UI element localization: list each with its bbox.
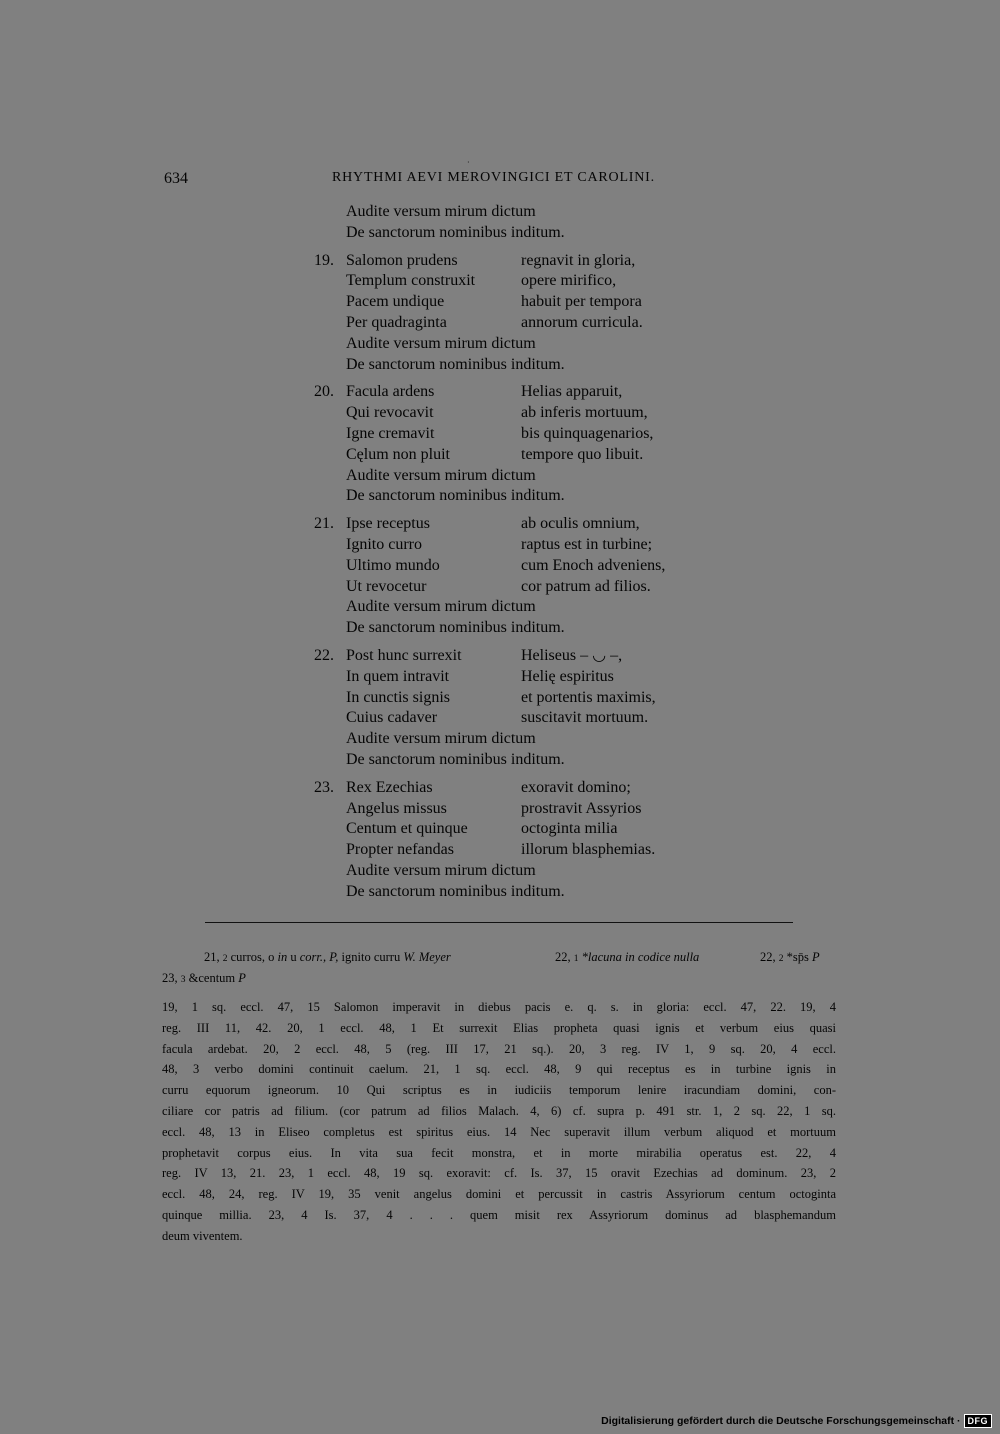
verse-line: [0, 313, 1000, 334]
apparatus-note-23-3: 23, 3 &centum P: [162, 970, 246, 985]
verse-second-half: annorum curricula.: [521, 313, 643, 331]
verse-first-half: Audite versum mirum dictum: [346, 466, 536, 484]
verse-line: [0, 729, 1000, 750]
verse-first-half: Centum et quinque: [346, 820, 468, 838]
verse-first-half: Angelus missus: [346, 799, 447, 817]
verse-second-half: opere mirifico,: [521, 272, 617, 290]
verse-second-half: Heliseus – ◡ –,: [521, 646, 623, 664]
verse-line: [0, 577, 1000, 598]
verse-line: [0, 688, 1000, 709]
commentary-line: reg. IV 13, 21. 23, 1 eccl. 48, 19 sq. exoravit: cf. Is. 37, 15 oravit Ezechias ad dominum. 23, 2: [162, 1166, 836, 1181]
verse-first-half: De sanctorum nominibus inditum.: [346, 882, 565, 900]
stanza-number: 19.: [314, 251, 334, 269]
verse-second-half: Helias apparuit,: [521, 383, 623, 401]
stanza-number: 22.: [314, 646, 334, 664]
verse-first-half: Igne cremavit: [346, 424, 435, 442]
verse-line: [0, 882, 1000, 903]
stanza-number: 20.: [314, 383, 334, 401]
commentary-line: prophetavit corpus eius. In vita sua fecit monstra, et in morte mirabilia operatus est. 22, 4: [162, 1145, 836, 1160]
verse-first-half: De sanctorum nominibus inditum.: [346, 223, 565, 241]
apparatus-note-22-2: 22, 2 *sp̄s P: [760, 950, 820, 964]
verse-line: [0, 334, 1000, 355]
verse-line: [0, 667, 1000, 688]
commentary-line: eccl. 48, 13 in Eliseo completus est spiritus eius. 14 Nec superavit illum verbum aliquod et mortuum: [162, 1124, 836, 1139]
commentary-line: quinque millia. 23, 4 Is. 37, 4 . . . quem misit rex Assyriorum dominus ad blasphemandum: [162, 1207, 836, 1222]
critical-apparatus: [162, 947, 836, 988]
commentary-line: ciliare cor patris ad filium. (cor patrum ad filios Malach. 4, 6) cf. supra p. 491 str. 1, 2 sq. 22, 1 sq.: [162, 1103, 836, 1118]
verse-first-half: Audite versum mirum dictum: [346, 730, 536, 748]
apparatus-note-21-2: 21, 2 curros, o in u corr., P, ignito curru W. Meyer: [204, 950, 451, 964]
verse-line: [0, 466, 1000, 487]
verse-line: [0, 424, 1000, 445]
verse-second-half: ab oculis omnium,: [521, 515, 640, 533]
verse-line: [0, 202, 1000, 223]
verse-first-half: Audite versum mirum dictum: [346, 598, 536, 616]
verse-line: [0, 355, 1000, 376]
verse-first-half: Per quadraginta: [346, 313, 447, 331]
verse-line: [0, 514, 1000, 535]
verse-second-half: cor patrum ad filios.: [521, 577, 651, 595]
verse-first-half: De sanctorum nominibus inditum.: [346, 750, 565, 768]
digitization-credit: [601, 1414, 992, 1428]
verse-line: [0, 597, 1000, 618]
apparatus-line-2: [162, 968, 836, 989]
commentary-line: eccl. 48, 24, reg. IV 19, 35 venit angelus domini et percussit in castris Assyriorum centum octoginta: [162, 1187, 836, 1202]
verse-line: [0, 486, 1000, 507]
verse-line: [0, 382, 1000, 403]
verse-first-half: Qui revocavit: [346, 404, 434, 422]
verse-second-half: regnavit in gloria,: [521, 251, 636, 269]
verse-first-half: Ignito curro: [346, 535, 422, 553]
verse-first-half: Audite versum mirum dictum: [346, 334, 536, 352]
stanza-gap: [0, 771, 1000, 778]
verse-first-half: Ultimo mundo: [346, 556, 440, 574]
verse-second-half: suscitavit mortuum.: [521, 709, 649, 727]
commentary-line: 48, 3 verbo domini continuit caelum. 21, 1 sq. eccl. 48, 9 qui receptus es in turbine ignis in: [162, 1062, 836, 1077]
verse-second-half: octoginta milia: [521, 820, 618, 838]
verse-line: [0, 223, 1000, 244]
verse-line: [0, 618, 1000, 639]
stanza-gap: [0, 244, 1000, 251]
verse-second-half: cum Enoch adveniens,: [521, 556, 666, 574]
commentary-line: facula ardebat. 20, 2 eccl. 48, 5 (reg. III 17, 21 sq.). 20, 3 reg. IV 1, 9 sq. 20, 4 eccl.: [162, 1041, 836, 1056]
source-commentary: [162, 997, 836, 1247]
verse-line: [0, 861, 1000, 882]
apparatus-note-22-1: 22, 1 *lacuna in codice nulla: [555, 950, 700, 964]
verse-line: [0, 556, 1000, 577]
credit-text: Digitalisierung gefördert durch die Deutsche Forschungsgemeinschaft ·: [601, 1415, 961, 1427]
commentary-line: reg. III 11, 42. 20, 1 eccl. 48, 1 Et surrexit Elias propheta quasi ignis et verbum eius quasi: [162, 1020, 836, 1035]
verse-second-half: prostravit Assyrios: [521, 799, 642, 817]
verse-line: [0, 535, 1000, 556]
verse-first-half: Propter nefandas: [346, 841, 454, 859]
verse-second-half: exoravit domino;: [521, 778, 631, 796]
stanza-number: 21.: [314, 515, 334, 533]
verse-first-half: Rex Ezechias: [346, 778, 433, 796]
verse-first-half: Cuius cadaver: [346, 709, 438, 727]
verse-first-half: De sanctorum nominibus inditum.: [346, 355, 565, 373]
verse-first-half: Templum construxit: [346, 272, 476, 290]
verse-first-half: Ipse receptus: [346, 515, 430, 533]
verse-second-half: raptus est in turbine;: [521, 535, 653, 553]
verse-second-half: et portentis maximis,: [521, 688, 656, 706]
verse-second-half: illorum blasphemias.: [521, 841, 656, 859]
stanza-gap: [0, 375, 1000, 382]
verse-second-half: habuit per tempora: [521, 293, 642, 311]
verse-line: [0, 271, 1000, 292]
verse-first-half: In quem intravit: [346, 667, 450, 685]
verse-first-half: In cunctis signis: [346, 688, 450, 706]
apparatus-line-1: [162, 947, 836, 968]
verse-first-half: Audite versum mirum dictum: [346, 861, 536, 879]
stanza-number: 23.: [314, 778, 334, 796]
running-title: RHYTHMI AEVI MEROVINGICI ET CAROLINI.: [332, 170, 655, 185]
verse-line: [0, 778, 1000, 799]
commentary-line: curru equorum igneorum. 10 Qui scriptus es in iudiciis temporum lenire iracundiam domini, con-: [162, 1083, 836, 1098]
verse-second-half: tempore quo libuit.: [521, 445, 644, 463]
stanza-gap: [0, 639, 1000, 646]
verse-first-half: Cęlum non pluit: [346, 445, 450, 463]
verse-first-half: Audite versum mirum dictum: [346, 203, 536, 220]
verse-line: [0, 251, 1000, 272]
verse-second-half: bis quinquagenarios,: [521, 424, 654, 442]
verse-first-half: Facula ardens: [346, 383, 435, 401]
verse-line: [0, 840, 1000, 861]
verse-first-half: Post hunc surrexit: [346, 646, 462, 664]
verse-line: [0, 750, 1000, 771]
verse-first-half: De sanctorum nominibus inditum.: [346, 487, 565, 505]
verse-line: [0, 292, 1000, 313]
verse-line: [0, 799, 1000, 820]
verse-line: [0, 819, 1000, 840]
verse-first-half: Salomon prudens: [346, 251, 458, 269]
verse-line: [0, 445, 1000, 466]
verse-second-half: ab inferis mortuum,: [521, 404, 648, 422]
header-dot: ·: [467, 158, 470, 167]
verse-first-half: Ut revocetur: [346, 577, 427, 595]
verse-second-half: Helię espiritus: [521, 667, 614, 685]
verse-line: [0, 403, 1000, 424]
verse-line: [0, 646, 1000, 667]
commentary-line: 19, 1 sq. eccl. 47, 15 Salomon imperavit in diebus pacis e. q. s. in gloria: eccl. 47, 22. 19, 4: [162, 1000, 836, 1014]
verse-first-half: De sanctorum nominibus inditum.: [346, 619, 565, 637]
footnote-rule: [205, 922, 793, 923]
poem: [0, 202, 1000, 903]
verse-line: [0, 708, 1000, 729]
page-number: 634: [164, 170, 188, 187]
dfg-logo: DFG: [964, 1414, 993, 1428]
commentary-line: deum viventem.: [162, 1228, 243, 1243]
verse-first-half: Pacem undique: [346, 293, 445, 311]
stanza-gap: [0, 507, 1000, 514]
